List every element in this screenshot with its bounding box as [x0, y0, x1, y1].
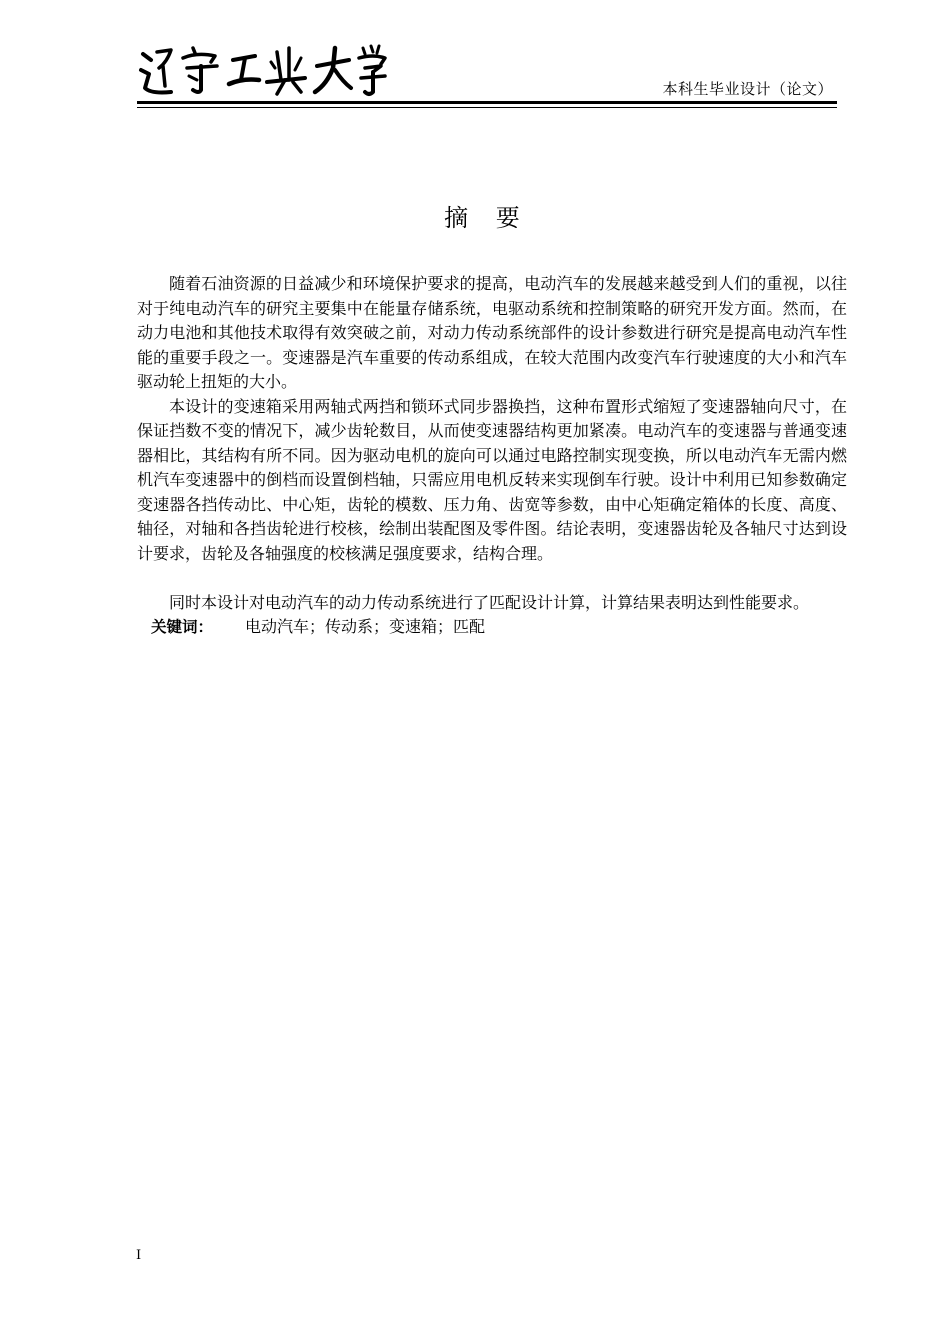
header-rule-thick	[137, 101, 837, 104]
header-rule-thin	[137, 107, 837, 108]
abstract-body	[137, 272, 847, 640]
keywords-value: 电动汽车；传动系；变速箱；匹配	[245, 617, 486, 636]
abstract-paragraph-3: 同时本设计对电动汽车的动力传动系统进行了匹配设计计算，计算结果表明达到性能要求。	[169, 592, 810, 612]
keywords-label: 关键词：	[151, 618, 214, 636]
keywords-line	[137, 615, 847, 640]
abstract-paragraph-2: 本设计的变速箱采用两轴式两挡和锁环式同步器换挡，这种布置形式缩短了变速器轴向尺寸，在保证挡数不变的情况下，减少齿轮数目，从而使变速器结构更加紧凑。电动汽车的变速器与普通变速器相比，其结构有所不同。因为驱动电机的旋向可以通过电路控制实现变换，所以电动汽车无需内燃机汽车变速器中的倒档而设置倒档轴，只需应用电机反转来实现倒车行驶。设计中利用已知参数确定变速器各挡传动比、中心矩，齿轮的模数、压力角、齿宽等参数，由中心矩确定箱体的长度、高度、轴径，对轴和各挡齿轮进行校核，绘制出装配图及零件图。结论表明，变速器齿轮及各轴尺寸达到设计要求，齿轮及各轴强度的校核满足强度要求，结构合理。	[137, 396, 847, 563]
abstract-title: 摘 要	[444, 204, 530, 232]
page-number: I	[136, 1248, 142, 1263]
document-type-label: 本科生毕业设计（论文）	[662, 80, 833, 98]
university-calligraphy-logo	[137, 40, 387, 100]
page-header	[137, 30, 837, 110]
abstract-paragraph-1: 随着石油资源的日益减少和环境保护要求的提高，电动汽车的发展越来越受到人们的重视，以往对于纯电动汽车的研究主要集中在能量存储系统，电驱动系统和控制策略的研究开发方面。然而，在动力电池和其他技术取得有效突破之前，对动力传动系统部件的设计参数进行研究是提高电动汽车性能的重要手段之一。变速器是汽车重要的传动系组成，在较大范围内改变汽车行驶速度的大小和汽车驱动轮上扭矩的大小。	[137, 274, 847, 391]
